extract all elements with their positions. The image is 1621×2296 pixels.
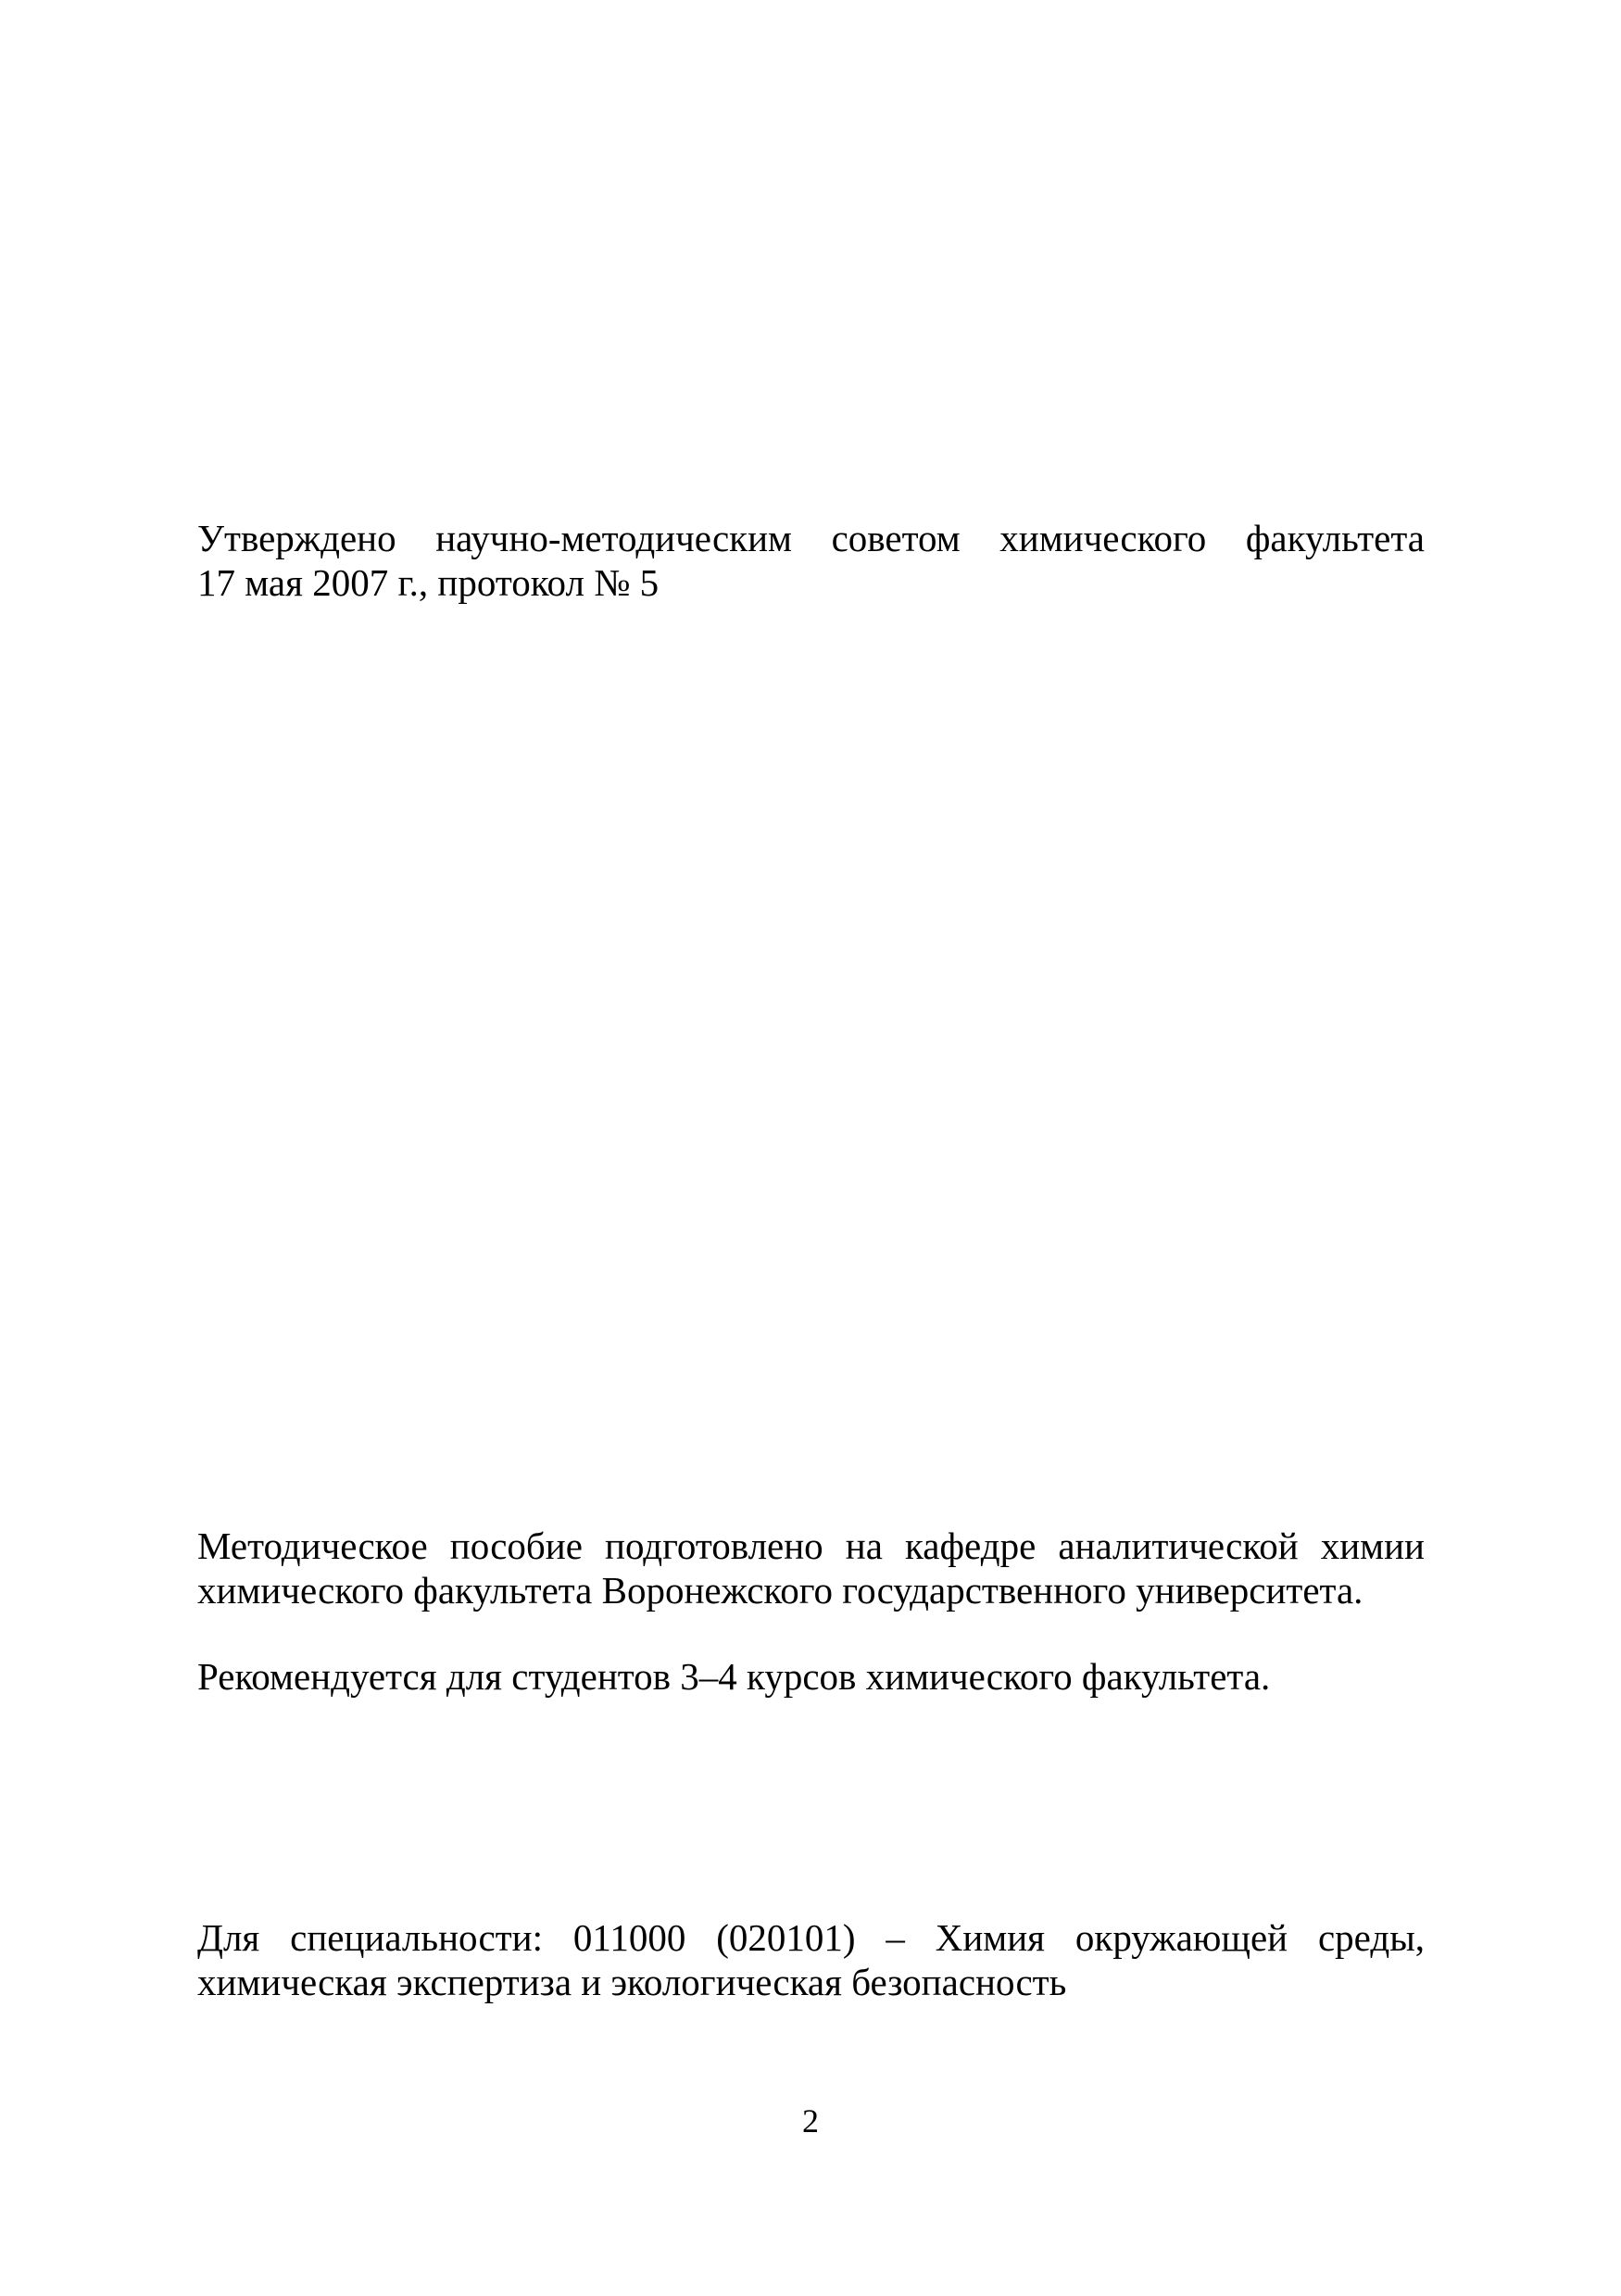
approval-line-1: Утверждено научно-методическим советом химического факультета <box>197 517 1425 559</box>
prepared-paragraph <box>197 1524 1425 1612</box>
prepared-line-1: Методическое пособие подготовлено на кафедре аналитической химии <box>197 1524 1425 1567</box>
approval-line-2: 17 мая 2007 г., протокол № 5 <box>197 561 660 604</box>
specialty-line-1: Для специальности: 011000 (020101) – Химия окружающей среды, <box>197 1916 1425 1959</box>
page-number: 2 <box>802 2102 819 2139</box>
recommended-paragraph <box>197 1654 1425 1699</box>
approval-paragraph <box>197 516 1425 605</box>
specialty-line-2: химическая экспертиза и экологическая безопасность <box>197 1961 1067 2003</box>
recommended-text: Рекомендуется для студентов 3–4 курсов химического факультета. <box>197 1655 1271 1698</box>
prepared-line-2: химического факультета Воронежского государственного университета. <box>197 1569 1363 1612</box>
specialty-paragraph <box>197 1915 1425 2004</box>
